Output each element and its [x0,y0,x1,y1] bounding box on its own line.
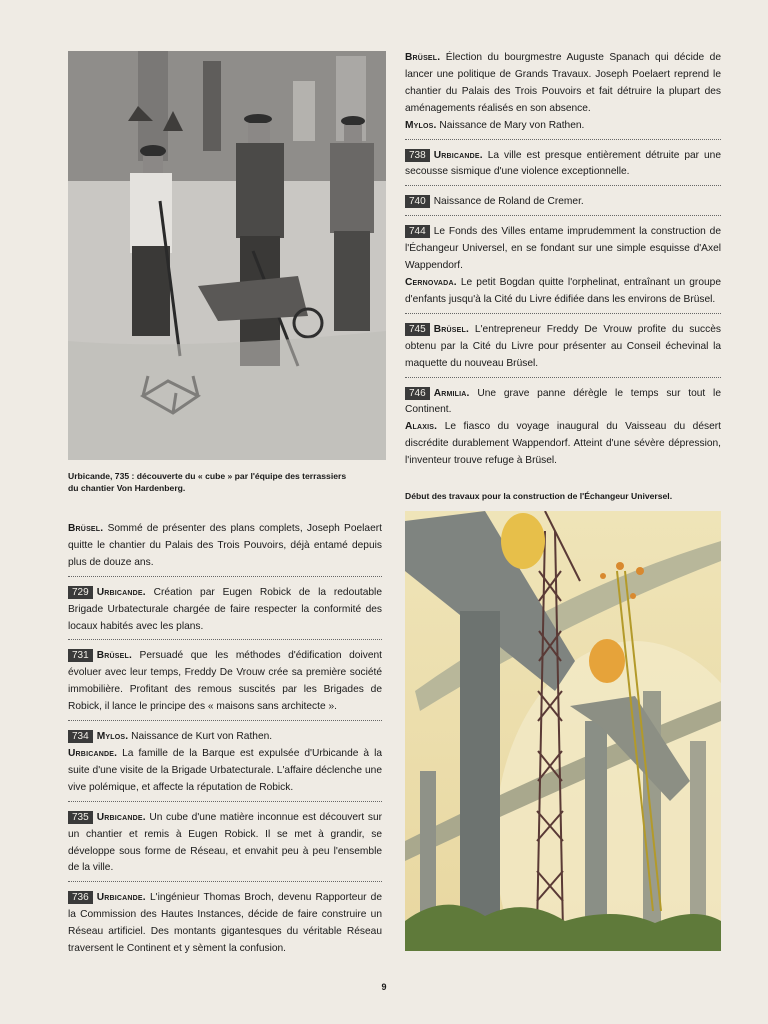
entry-place: Mylos. [96,731,129,743]
entry-text: Le fiasco du voyage inaugural du Vaisseau du désert discrédite durablement Wappendorf. Atteint d'une sévère dépression, l'inventeur trouve refuge à Brüsel. [405,421,721,467]
chronology-entry [405,222,721,314]
entry-text: L'ingénieur Thomas Broch, devenu Rapporteur de la Commission des Hautes Instances, décide de faire construire un Réseau artificiel. Des montants gigantesques du véritable Réseau traversent le Continent et y sèment la confusion. [68,892,382,955]
entry-text: Naissance de Roland de Cremer. [433,196,584,208]
entry-paragraph [405,419,721,470]
entry-paragraph [405,322,721,373]
entry-text: Naissance de Kurt von Rathen. [128,731,273,743]
entry-place: Brüsel. [96,650,132,662]
entry-paragraph [68,585,382,636]
year-badge: 745 [405,323,430,336]
chronology-entry [405,146,721,187]
right-text-column [405,48,721,480]
chronology-entry [68,727,382,802]
entry-paragraph [405,275,721,309]
year-badge: 736 [68,891,93,904]
entry-text: Un cube d'une matière inconnue est découvert sur un chantier et remis à Eugen Robick. Il se met à grandir, se développe sous forme de Réseau, et envahit peu à peu l'ensemble de la ville. [68,811,382,874]
entry-place: Brüsel. [433,323,469,335]
right-illustration-caption: Début des travaux pour la construction de l'Échangeur Universel. [405,491,673,501]
continued-entry [405,48,721,140]
entry-paragraph [405,194,721,211]
entry-paragraph [405,148,721,182]
entry-text: Élection du bourgmestre Auguste Spanach qui décide de lancer une politique de Grands Travaux. Joseph Poelaert reprend le chantier du Palais des Trois Pouvoirs et fait détruire la plupart des aménagements réalisés en son absence. [405,52,721,114]
left-text-column [68,519,382,968]
year-badge: 731 [68,649,93,662]
chronology-entry [405,384,721,475]
chronology-entry [68,583,382,641]
entry-place: Cernovada. [405,276,457,288]
entry-text: L'entrepreneur Freddy De Vrouw profite du succès obtenu par la Cité du Livre pour présenter au Conseil échevinal la maquette du nouveau Brüsel. [405,323,721,369]
entry-place: Armilia. [433,387,470,399]
left-entries [68,583,382,962]
year-badge: 744 [405,225,430,238]
entry-place: Urbicande. [68,747,118,759]
entry-place: Urbicande. [96,811,146,823]
year-badge: 740 [405,195,430,208]
chronology-entry [405,320,721,378]
year-badge: 746 [405,387,430,400]
construction-workers-illustration [68,51,386,460]
chronology-entry [405,192,721,216]
entry-paragraph [68,746,382,797]
entry-place: Alaxis. [405,421,438,433]
right-entries [405,146,721,475]
entry-place: Urbicande. [96,892,146,904]
chronology-entry [68,646,382,721]
year-badge: 729 [68,586,93,599]
entry-place: Urbicande. [96,586,146,598]
entry-paragraph [68,729,382,746]
chronology-entry [68,808,382,883]
entry-paragraph [68,648,382,716]
intro-entry [68,519,382,577]
page-number: 9 [381,982,387,992]
entry-place: Brüsel. [405,52,441,63]
entry-text: La famille de la Barque est expulsée d'Urbicande à la suite d'une visite de la Brigade Urbatecturale. L'affaire déclenche une vive polémique, et affecte la réputation de Robick. [68,747,382,793]
entry-place: Brüsel. [68,523,104,534]
entry-text: Création par Eugen Robick de la redoutable Brigade Urbatecturale chargée de faire respecter la conformité des locaux habités avec les plans. [68,586,382,632]
entry-text: Le petit Bogdan quitte l'orphelinat, entraînant un groupe d'enfants jusqu'à la Cité du Livre édifiée dans les environs de Brüsel. [405,276,721,305]
entry-place: Urbicande. [433,149,483,161]
entry-text: La ville est presque entièrement détruite par une secousse sismique d'une violence exceptionnelle. [405,149,721,178]
entry-text: Persuadé que les méthodes d'édification doivent évoluer avec leur temps, Freddy De Vrouw crée sa première société immobilière. Profitant des remous suscités par les Brigades de Robick, il lance le principe des « maisons sans architecte ». [68,650,382,713]
entry-text: Naissance de Mary von Rathen. [436,119,585,131]
entry-place: Mylos. [405,119,437,131]
year-badge: 738 [405,149,430,162]
left-illustration-caption: Urbicande, 735 : découverte du « cube » par l'équipe des terrassiers du chantier Von Hardenberg. [68,471,347,493]
entry-text: Le Fonds des Villes entame imprudemment la construction de l'Échangeur Universel, en se fondant sur une simple esquisse d'Axel Wappendorf. [405,226,721,272]
interchange-construction-illustration [405,511,721,951]
year-badge: 735 [68,811,93,824]
entry-text: Sommé de présenter des plans complets, Joseph Poelaert quitte le chantier du Palais des Trois Pouvoirs, déjà entamé depuis plus de douze ans. [68,523,382,568]
entry-paragraph [68,890,382,958]
entry-paragraph [405,386,721,420]
year-badge: 734 [68,730,93,743]
entry-paragraph [68,810,382,878]
entry-text: Une grave panne dérègle le temps sur tout le Continent. [405,387,721,416]
chronology-entry [68,888,382,962]
entry-paragraph [405,224,721,275]
